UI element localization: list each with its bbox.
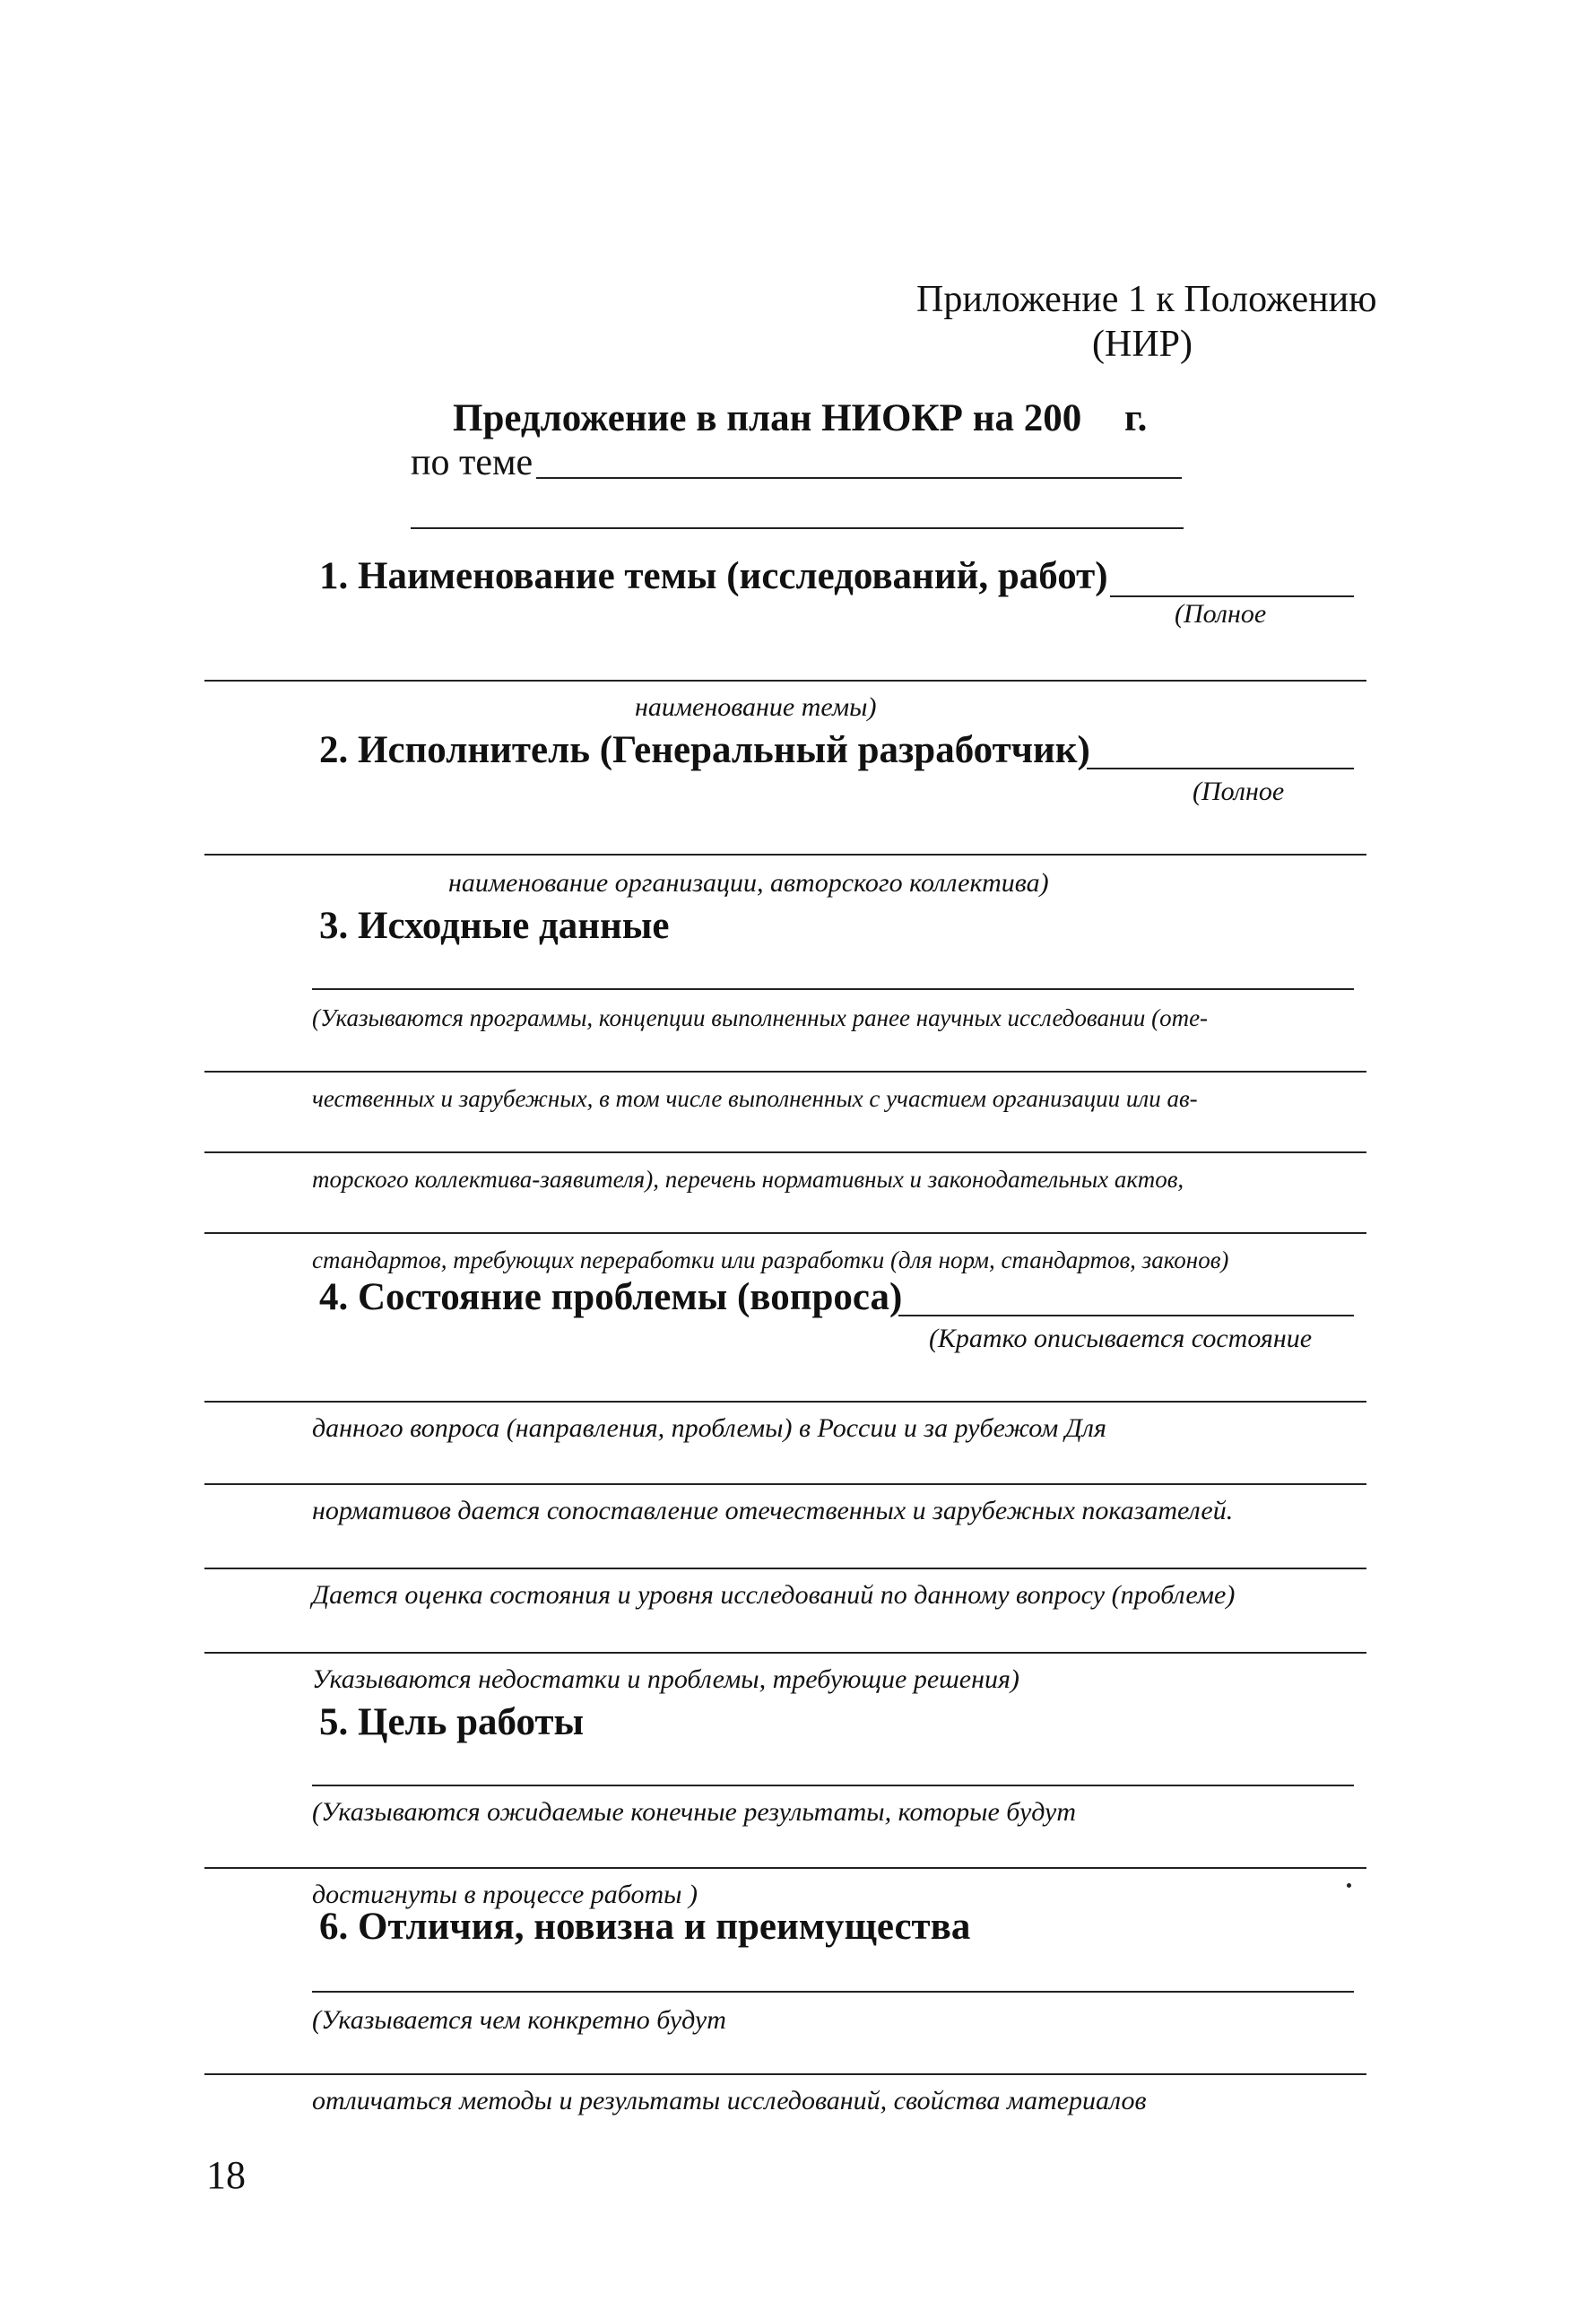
section-5-hint-2: достигнуты в процессе работы ): [312, 1880, 698, 1909]
section-5-hint-1: (Указываются ожидаемые конечные результаты, которые будут: [312, 1797, 1076, 1827]
section-3-heading: 3. Исходные данные: [319, 905, 670, 947]
section-6-hint-1: (Указывается чем конкретно будут: [312, 2005, 726, 2035]
appendix-line-2: (НИР): [1092, 324, 1193, 365]
section-3-line-2: [204, 1071, 1366, 1073]
appendix-line-1: Приложение 1 к Положению: [916, 279, 1377, 320]
section-5-heading: 5. Цель работы: [319, 1701, 585, 1743]
section-3-hint-2: чественных и зарубежных, в том числе выполненных с участием организации или ав-: [312, 1085, 1198, 1112]
section-4-hint-3: Дается оценка состояния и уровня исследований по данному вопросу (проблеме): [312, 1580, 1236, 1610]
topic-line-1: [536, 477, 1182, 479]
section-4-hint-start: (Кратко описывается состояние: [929, 1324, 1313, 1353]
section-2-inline-line: [1087, 768, 1354, 769]
section-3-hint-1: (Указываются программы, концепции выполненных ранее научных исследовании (оте-: [312, 1004, 1209, 1031]
section-4-hint-1: данного вопроса (направления, проблемы) в России и за рубежом Для: [312, 1413, 1106, 1443]
section-4-heading: 4. Состояние проблемы (вопроса): [319, 1276, 903, 1318]
section-4-line-2: [204, 1483, 1366, 1485]
section-1-hint-end: наименование темы): [635, 692, 877, 722]
section-3-hint-4: стандартов, требующих переработки или разработки (для норм, стандартов, законов): [312, 1247, 1229, 1273]
section-3-line-3: [204, 1151, 1366, 1153]
section-6-hint-2: отличаться методы и результаты исследований, свойства материалов: [312, 2086, 1147, 2115]
proposal-title: Предложение в план НИОКР на 200: [453, 397, 1082, 439]
section-4-line-4: [204, 1652, 1366, 1654]
section-3-line-4: [204, 1232, 1366, 1234]
proposal-year-suffix: г.: [1124, 397, 1148, 439]
section-6-line-1: [312, 1991, 1354, 1993]
section-1-line: [204, 680, 1366, 682]
section-5-line-1: [312, 1785, 1354, 1786]
section-2-hint-start: (Полное: [1193, 777, 1285, 806]
section-1-heading: 1. Наименование темы (исследований, работ): [319, 555, 1108, 597]
section-1-inline-line: [1110, 595, 1354, 597]
stray-dot: [1347, 1883, 1351, 1888]
page-number: 18: [206, 2153, 246, 2197]
section-4-line-3: [204, 1568, 1366, 1569]
section-1-hint-start: (Полное: [1175, 599, 1267, 629]
section-4-hint-2: нормативов дается сопоставление отечественных и зарубежных показателей.: [312, 1496, 1234, 1525]
section-4-inline-line: [898, 1315, 1354, 1316]
section-6-line-2: [204, 2073, 1366, 2075]
section-3-line-1: [312, 988, 1354, 990]
section-3-hint-3: торского коллектива-заявителя), перечень нормативных и законодательных актов,: [312, 1166, 1184, 1193]
section-2-heading: 2. Исполнитель (Генеральный разработчик): [319, 729, 1090, 771]
topic-line-2: [411, 527, 1184, 529]
section-5-line-2: [204, 1867, 1366, 1869]
topic-label: по теме: [411, 442, 533, 483]
section-4-hint-4: Указываются недостатки и проблемы, требующие решения): [312, 1664, 1019, 1694]
section-2-hint-end: наименование организации, авторского коллектива): [448, 868, 1049, 898]
section-2-line: [204, 854, 1366, 856]
section-4-line-1: [204, 1401, 1366, 1403]
section-6-heading: 6. Отличия, новизна и преимущества: [319, 1906, 971, 1948]
